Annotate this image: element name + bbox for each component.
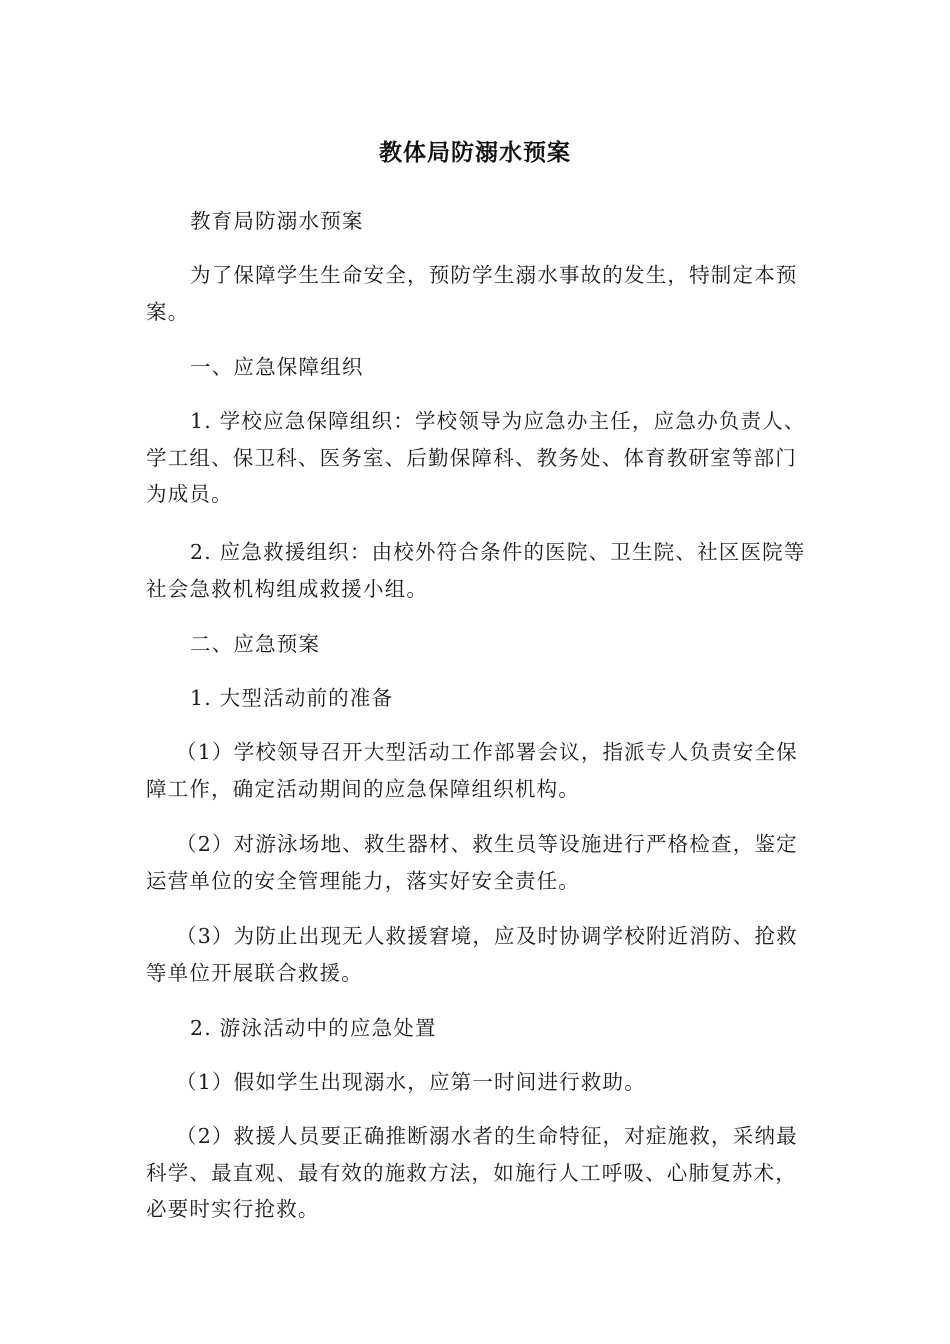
heading-section-2: 二、应急预案 [190, 632, 321, 656]
paragraph-prep-item-2: （2）对游泳场地、救生器材、救生员等设施进行严格检查，鉴定运营单位的安全管理能力，落实好安全责任。 [146, 832, 798, 893]
paragraph-intro: 为了保障学生生命安全，预防学生溺水事故的发生，特制定本预案。 [146, 263, 798, 324]
document-title: 教体局防溺水预案 [379, 140, 571, 166]
paragraph-subtitle: 教育局防溺水预案 [190, 209, 364, 233]
paragraph-prep-item-1: （1）学校领导召开大型活动工作部署会议，指派专人负责安全保障工作，确定活动期间的应急保障组织机构。 [146, 740, 798, 801]
paragraph-school-organization: 1. 学校应急保障组织：学校领导为应急办主任，应急办负责人、学工组、保卫科、医务室、后勤保障科、教务处、体育教研室等部门为成员。 [146, 409, 806, 506]
paragraph-handling-item-2: （2）救援人员要正确推断溺水者的生命特征，对症施救，采纳最科学、最直观、最有效的施救方法，如施行人工呼吸、心肺复苏术，必要时实行抢救。 [146, 1124, 798, 1221]
paragraph-rescue-organization: 2. 应急救援组织：由校外符合条件的医院、卫生院、社区医院等社会急救机构组成救援小组。 [146, 540, 806, 601]
heading-section-1: 一、应急保障组织 [190, 355, 364, 379]
heading-preparation: 1. 大型活动前的准备 [190, 686, 394, 710]
paragraph-prep-item-3: （3）为防止出现无人救援窘境，应及时协调学校附近消防、抢救等单位开展联合救援。 [146, 924, 798, 985]
paragraph-handling-item-1: （1）假如学生出现溺水，应第一时间进行救助。 [176, 1070, 646, 1094]
heading-emergency-handling: 2. 游泳活动中的应急处置 [190, 1016, 437, 1040]
